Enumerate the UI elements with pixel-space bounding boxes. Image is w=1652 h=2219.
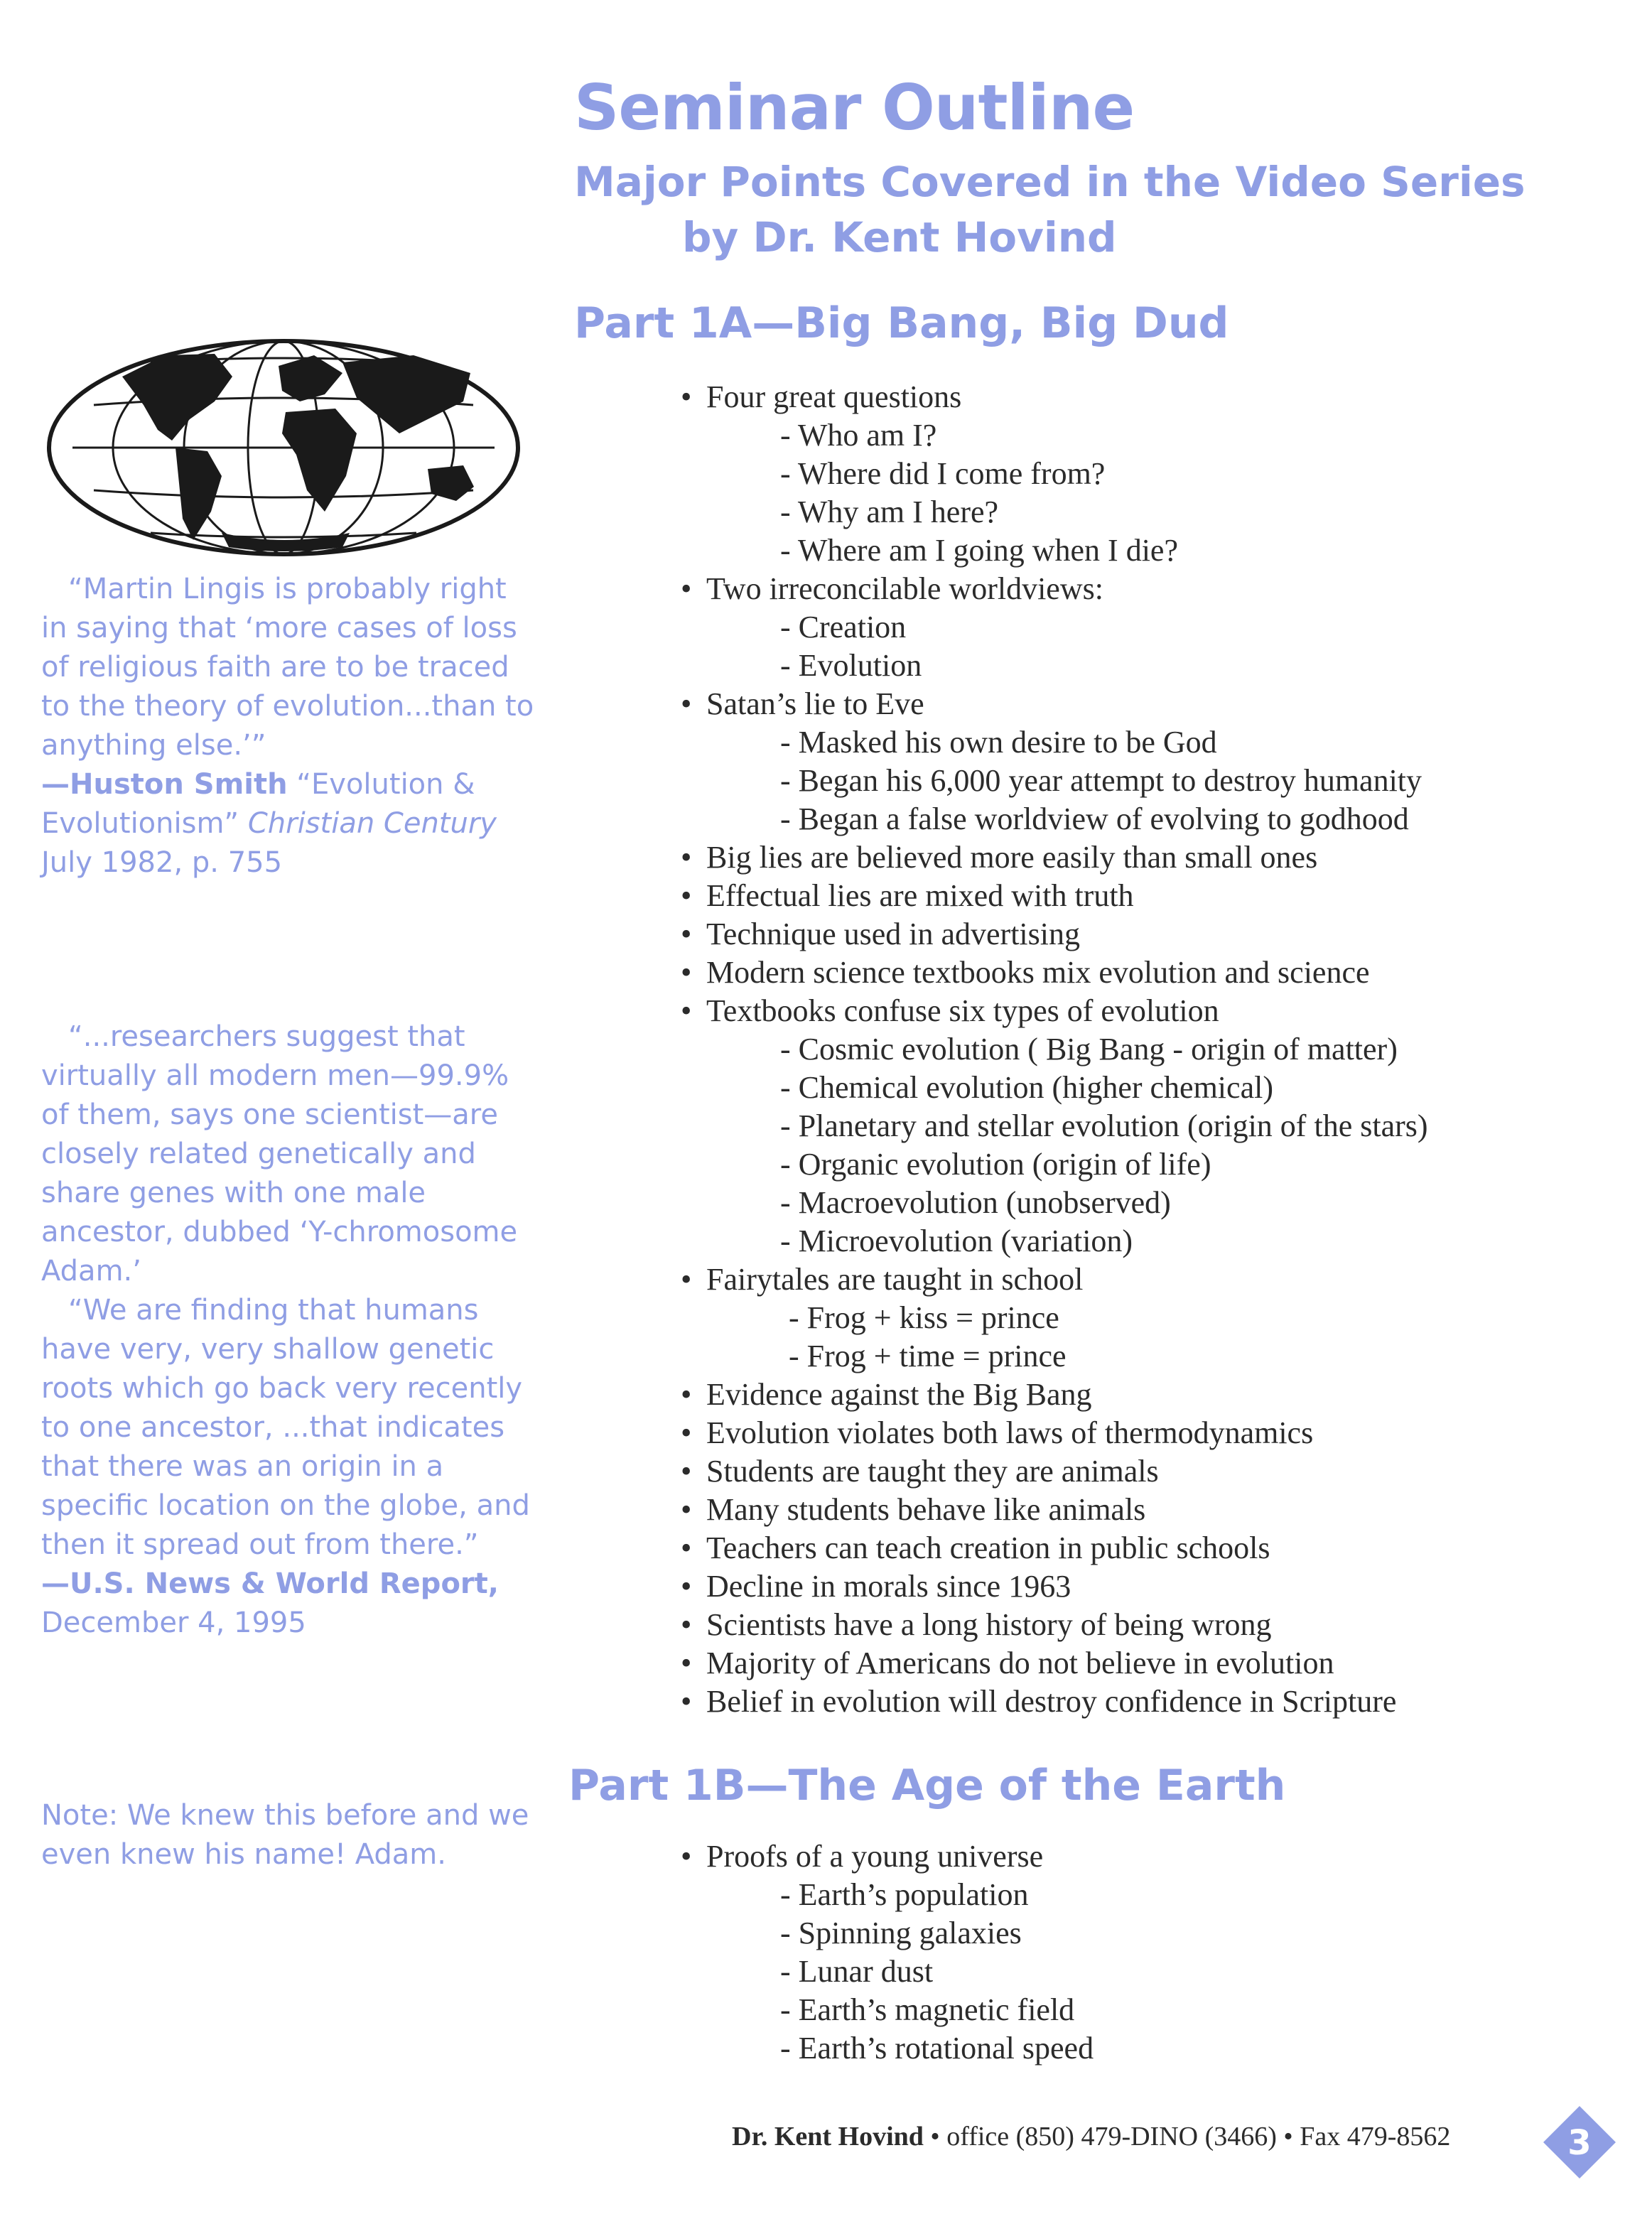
outline-item-text: Why am I here? [797,495,999,529]
outline-sub-item [681,2029,1094,2068]
quote-2-source: —U.S. News & World Report, [41,1567,499,1600]
outline-item-text: Big lies are believed more easily than small ones [706,840,1318,875]
outline-sub-item [681,647,1428,685]
outline-bullet-item [681,1414,1428,1452]
outline-sub-item [681,1222,1428,1260]
outline-sub-item [681,608,1428,647]
outline-sub-item [681,1145,1428,1184]
outline-item-text: Frog + time = prince [806,1339,1067,1373]
quote-1-citation [41,765,539,882]
footer-office: • office (850) 479-DINO (3466) • Fax 479-8562 [923,2122,1451,2151]
subtitle-line-1: Major Points Covered in the Video Series [574,158,1526,206]
outline-item-text: Masked his own desire to be God [798,725,1217,760]
footer-name: Dr. Kent Hovind [732,2122,924,2151]
outline-sub-item [681,1107,1428,1145]
outline-item-text: Evolution violates both laws of thermodynamics [706,1415,1314,1450]
outline-sub-item [681,1876,1094,1914]
outline-bullet-item [681,1644,1428,1683]
outline-item-text: Earth’s population [798,1877,1029,1912]
sidebar-quote-1 [41,570,539,882]
outline-bullet-item [681,1452,1428,1491]
quote-1-publication: Christian Century [247,807,497,840]
quote-1-text: “Martin Lingis is probably right in saying that ‘more cases of loss of religious faith are to be traced to the theory of evolution...than to anything else.’” [41,573,534,762]
outline-bullet-item [681,1606,1428,1644]
outline-item-text: Creation [798,610,907,644]
quote-2-para-1: “...researchers suggest that virtually all modern men—99.9% of them, says one scientist—are closely related genetically and share genes with one male ancestor, dubbed ‘Y-chromosome Adam.’ [41,1020,518,1287]
outline-item-text: Majority of Americans do not believe in evolution [706,1646,1334,1680]
outline-item-text: Effectual lies are mixed with truth [706,878,1134,913]
outline-sub-item [681,1991,1094,2029]
outline-bullet-item [681,1837,1094,1876]
part-1a-outline [681,378,1428,1721]
part-1b-outline [681,1837,1094,2068]
outline-item-text: Cosmic evolution ( Big Bang - origin of matter) [798,1032,1398,1067]
outline-item-text: Fairytales are taught in school [706,1262,1084,1297]
outline-item-text: Four great questions [706,379,962,414]
outline-item-text: Planetary and stellar evolution (origin of the stars) [798,1108,1428,1143]
outline-item-text: Organic evolution (origin of life) [798,1147,1211,1182]
sidebar-quote-2 [41,1017,539,1643]
outline-item-text: Macroevolution (unobserved) [798,1185,1171,1220]
outline-sub-item [681,1184,1428,1222]
part-1a-title: Part 1A—Big Bang, Big Dud [574,298,1229,348]
outline-bullet-item [681,1529,1428,1567]
page-number: 3 [1567,2123,1592,2163]
outline-item-text: Proofs of a young universe [706,1839,1044,1874]
outline-bullet-item [681,1683,1428,1721]
outline-item-text: Frog + kiss = prince [806,1300,1059,1335]
outline-item-text: Lunar dust [798,1954,934,1989]
outline-item-text: Where did I come from? [797,456,1106,491]
outline-item-text: Many students behave like animals [706,1492,1146,1527]
outline-item-text: Earth’s rotational speed [798,2031,1094,2066]
outline-sub-item [681,1953,1094,1991]
outline-sub-item [681,493,1428,531]
outline-bullet-item [681,1260,1428,1299]
outline-sub-item [681,531,1428,570]
world-map-globe-icon [44,334,524,561]
outline-item-text: Students are taught they are animals [706,1454,1159,1489]
quote-1-author: —Huston Smith [41,768,288,801]
outline-item-text: Who am I? [797,418,937,453]
outline-item-text: Microevolution (variation) [798,1224,1133,1258]
outline-sub-item [681,1030,1428,1069]
part-1b-title: Part 1B—The Age of the Earth [568,1761,1286,1810]
outline-item-text: Technique used in advertising [706,917,1081,951]
outline-bullet-item [681,877,1428,915]
page-number-badge [1540,2103,1619,2181]
outline-item-text: Chemical evolution (higher chemical) [798,1070,1273,1105]
outline-item-text: Two irreconcilable worldviews: [706,571,1103,606]
quote-2-date: December 4, 1995 [41,1607,306,1639]
outline-item-text: Earth’s magnetic field [798,1992,1075,2027]
note-text: Note: We knew this before and we even knew his name! Adam. [41,1799,529,1871]
quote-1-date: July 1982, p. 755 [41,846,283,879]
outline-sub-item [681,1914,1094,1953]
outline-item-text: Spinning galaxies [798,1916,1022,1950]
outline-sub-item [681,1069,1428,1107]
sidebar-note [41,1796,539,1874]
outline-sub-item [681,455,1428,493]
outline-item-text: Evidence against the Big Bang [706,1377,1092,1412]
outline-item-text: Decline in morals since 1963 [706,1569,1071,1604]
outline-bullet-item [681,685,1428,723]
outline-item-text: Where am I going when I die? [797,533,1178,568]
outline-bullet-item [681,1376,1428,1414]
outline-bullet-item [681,838,1428,877]
subtitle-line-2: by Dr. Kent Hovind [682,213,1117,261]
footer-contact [732,2121,1450,2152]
outline-bullet-item [681,1567,1428,1606]
outline-item-text: Satan’s lie to Eve [706,686,924,721]
outline-sub-item [681,800,1428,838]
quote-1-title: “Evolution & Evolutionism” [41,768,475,840]
outline-item-text: Began his 6,000 year attempt to destroy humanity [798,763,1422,798]
outline-sub-item [681,1337,1428,1376]
outline-item-text: Modern science textbooks mix evolution and science [706,955,1370,990]
outline-sub-item [681,723,1428,762]
outline-item-text: Evolution [798,648,922,683]
outline-item-text: Scientists have a long history of being wrong [706,1607,1272,1642]
outline-item-text: Began a false worldview of evolving to godhood [798,801,1409,836]
quote-2-citation [41,1565,539,1643]
outline-bullet-item [681,992,1428,1030]
outline-sub-item [681,1299,1428,1337]
quote-2-para-2: “We are finding that humans have very, very shallow genetic roots which go back very recently to one ancestor, ...that indicates that there was an origin in a specific location on the globe, and then it spread out from there.” [41,1294,530,1561]
outline-item-text: Textbooks confuse six types of evolution [706,993,1219,1028]
outline-sub-item [681,762,1428,800]
outline-item-text: Teachers can teach creation in public schools [706,1530,1270,1565]
outline-bullet-item [681,1491,1428,1529]
outline-bullet-item [681,570,1428,608]
outline-item-text: Belief in evolution will destroy confidence in Scripture [706,1684,1397,1719]
outline-sub-item [681,416,1428,455]
outline-bullet-item [681,954,1428,992]
outline-bullet-item [681,378,1428,416]
page-title: Seminar Outline [574,71,1135,144]
outline-bullet-item [681,915,1428,954]
